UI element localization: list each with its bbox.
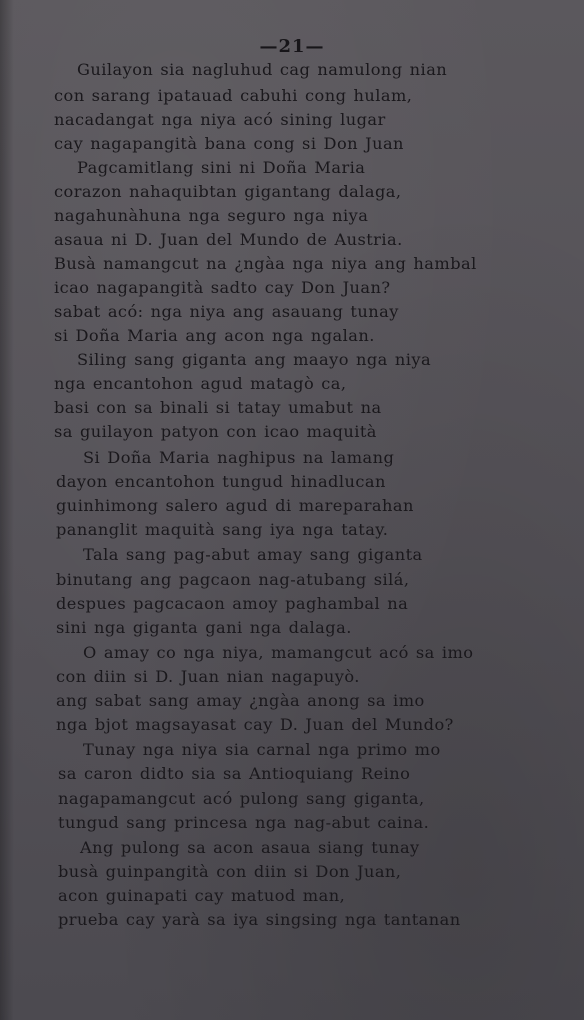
text-line: despues pagcacaon amoy paghambal na	[56, 594, 409, 613]
text-line: sa caron didto sia sa Antioquiang Reino	[58, 764, 411, 783]
text-line: guinhimong salero agud di mareparahan	[56, 496, 414, 515]
text-line: cay nagapangità bana cong si Don Juan	[54, 134, 404, 153]
text-line: Pagcamitlang sini ni Doña Maria	[77, 158, 366, 177]
text-line: asaua ni D. Juan del Mundo de Austria.	[54, 230, 403, 249]
text-line: Tala sang pag-abut amay sang giganta	[83, 545, 423, 564]
page-number: —21—	[259, 36, 325, 57]
text-line: nagapamangcut acó pulong sang giganta,	[58, 789, 425, 808]
text-line: nacadangat nga niya acó sining lugar	[54, 110, 386, 129]
text-line: nagahunàhuna nga seguro nga niya	[54, 206, 369, 225]
text-line: icao nagapangità sadto cay Don Juan?	[54, 278, 391, 297]
text-line: acon guinapati cay matuod man,	[58, 886, 346, 905]
text-line: sini nga giganta gani nga dalaga.	[56, 618, 352, 637]
text-line: busà guinpangità con diin si Don Juan,	[58, 862, 402, 881]
text-line: Busà namangcut na ¿ngàa nga niya ang hambal	[54, 254, 477, 273]
text-line: Guilayon sia nagluhud cag namulong nian	[77, 60, 448, 79]
text-line: sabat acó: nga niya ang asauang tunay	[54, 302, 399, 321]
text-line: Siling sang giganta ang maayo nga niya	[77, 350, 432, 369]
text-line: con sarang ipatauad cabuhi cong hulam,	[54, 86, 413, 105]
text-line: Si Doña Maria naghipus na lamang	[83, 448, 395, 467]
text-line: basi con sa binali si tatay umabut na	[54, 398, 382, 417]
text-line: O amay co nga niya, mamangcut acó sa imo	[83, 643, 474, 662]
text-line: sa guilayon patyon con icao maquità	[54, 422, 377, 441]
text-line: nga bjot magsayasat cay D. Juan del Mundo?	[56, 715, 454, 734]
text-line: Ang pulong sa acon asaua siang tunay	[80, 838, 420, 857]
text-line: con diin si D. Juan nian nagapuyò.	[56, 667, 360, 686]
text-line: dayon encantohon tungud hinadlucan	[56, 472, 386, 491]
text-line: corazon nahaquibtan gigantang dalaga,	[54, 182, 402, 201]
text-line: nga encantohon agud matagò ca,	[54, 374, 347, 393]
text-line: ang sabat sang amay ¿ngàa anong sa imo	[56, 691, 425, 710]
text-line: binutang ang pagcaon nag-atubang silá,	[56, 570, 410, 589]
text-line: si Doña Maria ang acon nga ngalan.	[54, 326, 375, 345]
text-line: pananglit maquità sang iya nga tatay.	[56, 520, 389, 539]
text-line: Tunay nga niya sia carnal nga primo mo	[83, 740, 441, 759]
text-line: tungud sang princesa nga nag-abut caina.	[58, 813, 430, 832]
text-line: prueba cay yarà sa iya singsing nga tantanan	[58, 910, 461, 929]
